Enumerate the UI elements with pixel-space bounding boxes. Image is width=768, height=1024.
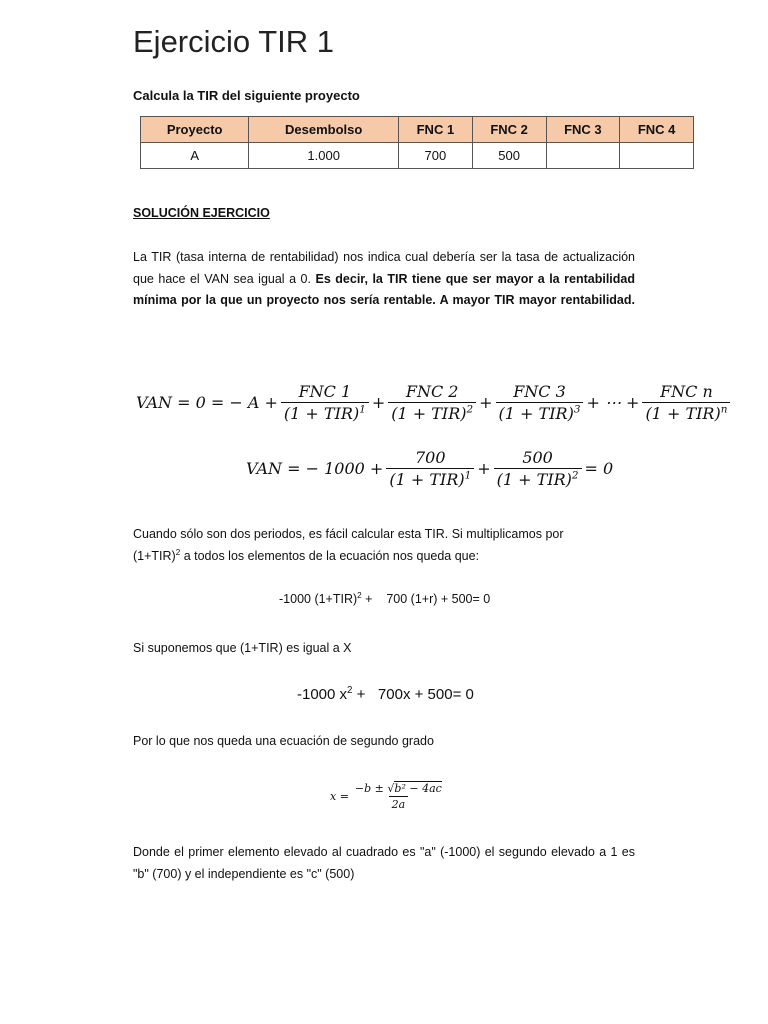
eq1-term-2-exp: 2: [466, 403, 474, 416]
quad-num-a: −b ±: [354, 782, 388, 795]
f2-a: -1000 x: [297, 686, 348, 703]
eq1-term-1: [281, 382, 369, 423]
quad-denominator: 2a: [389, 796, 409, 811]
f1-b: + 700 (1+r) + 500= 0: [361, 592, 491, 606]
solution-heading: SOLUCIÓN EJERCICIO: [133, 206, 270, 220]
eq2-term-2: [494, 448, 582, 489]
exercise-prompt: Calcula la TIR del siguiente proyecto: [133, 88, 360, 103]
paragraph-two-periods: [133, 524, 635, 567]
eq1-term-2-num: FNC 2: [405, 382, 459, 401]
eq1-term-1-exp: 1: [359, 403, 366, 416]
eq1-term-n-den: [642, 402, 730, 423]
eq2-term-1-num: 700: [415, 448, 446, 467]
cell-fnc4: [620, 143, 694, 169]
eq2-term-1-exp: 1: [464, 469, 472, 482]
eq1-term-n: [642, 382, 730, 423]
equation-expanded: [279, 592, 490, 606]
eq2-term-2-exp: 2: [571, 469, 579, 482]
eq1-term-2-den: [388, 402, 476, 423]
header-desembolso: Desembolso: [249, 117, 399, 143]
f1-a: -1000 (1+TIR): [279, 592, 358, 606]
p2-line2-b: a todos los elementos de la ecuación nos queda que:: [180, 548, 480, 563]
eq1-plus-1: +: [371, 393, 386, 412]
quadratic-formula: [330, 782, 448, 811]
header-fnc3: FNC 3: [546, 117, 620, 143]
eq1-plus-2: +: [479, 393, 493, 412]
quad-root: b² − 4ac: [394, 782, 442, 795]
f1-sup: 2: [357, 590, 362, 600]
quad-numerator: [352, 782, 445, 796]
eq2-lhs: VAN: [246, 459, 283, 478]
f2-sup: 2: [347, 685, 353, 696]
eq2-plus: +: [477, 459, 491, 478]
eq1-term-1-base: (1 + TIR): [283, 404, 360, 423]
intro-text: La TIR (tasa interna de rentabilidad) nos indica cual debería ser la tasa de actualización que hace el VAN sea igual a 0.: [133, 250, 635, 286]
eq1-term-3-num: FNC 3: [513, 382, 566, 401]
paragraph-coefficients: Donde el primer elemento elevado al cuadrado es "a" (-1000) el segundo elevado a 1 es "b" (700) y el independiente es "c" (500): [133, 845, 635, 881]
van-general-equation: [136, 382, 733, 423]
eq1-term-n-exp: n: [720, 403, 728, 416]
paragraph-substitution: Si suponemos que (1+TIR) es igual a X: [133, 641, 352, 655]
table-row: [141, 143, 694, 169]
table-header-row: [141, 117, 694, 143]
eq1-term-n-num: FNC n: [660, 382, 713, 401]
p2-line1: Cuando sólo son dos periodos, es fácil calcular esta TIR. Si multiplicamos por: [133, 527, 564, 541]
header-fnc4: FNC 4: [620, 117, 694, 143]
header-fnc2: FNC 2: [472, 117, 546, 143]
header-proyecto: Proyecto: [141, 117, 249, 143]
quad-lhs: x =: [330, 790, 349, 803]
eq1-term-3: [496, 382, 584, 423]
eq2-term-1: [386, 448, 474, 489]
cell-fnc2: 500: [472, 143, 546, 169]
eq1-term-3-base: (1 + TIR): [498, 404, 574, 423]
eq1-lhs: VAN: [136, 393, 173, 412]
eq1-term-2-base: (1 + TIR): [391, 404, 467, 423]
eq1-term-n-base: (1 + TIR): [645, 404, 721, 423]
eq1-start: = 0 = − A +: [177, 393, 278, 412]
eq2-start: = − 1000 +: [287, 459, 384, 478]
intro-paragraph: [133, 247, 635, 312]
eq2-term-2-den: [494, 468, 582, 489]
eq2-term-1-den: [386, 468, 474, 489]
cell-fnc1: 700: [399, 143, 473, 169]
p2-line2-a: (1+TIR): [133, 548, 176, 563]
header-fnc1: FNC 1: [399, 117, 473, 143]
paragraph-second-degree: Por lo que nos queda una ecuación de segundo grado: [133, 734, 434, 748]
eq1-term-2: [388, 382, 476, 423]
equation-quadratic-x: [297, 686, 474, 703]
eq2-end: = 0: [584, 459, 614, 478]
eq1-term-3-exp: 3: [573, 403, 581, 416]
sqrt-icon: √: [387, 782, 395, 795]
eq1-term-1-den: [281, 402, 369, 423]
eq2-term-2-num: 500: [522, 448, 553, 467]
eq1-term-1-num: FNC 1: [298, 382, 352, 401]
eq2-term-1-base: (1 + TIR): [389, 470, 465, 489]
intro-bold-text: Es decir, la TIR tiene que ser mayor a la rentabilidad mínima por la que un proyecto nos sería rentable. A mayor TIR mayor rentabilidad.: [133, 271, 635, 307]
project-table: [140, 116, 694, 169]
cell-desembolso: 1.000: [249, 143, 399, 169]
f2-b: + 700x + 500= 0: [352, 686, 474, 703]
eq2-term-2-base: (1 + TIR): [496, 470, 572, 489]
eq1-ellipsis: + ⋯ +: [586, 393, 640, 412]
cell-proyecto: A: [141, 143, 249, 169]
cell-fnc3: [546, 143, 620, 169]
quad-fraction: [352, 782, 445, 811]
van-specific-equation: [246, 448, 613, 489]
eq1-term-3-den: [496, 402, 584, 423]
p2-line2-sup: 2: [175, 547, 181, 557]
page-title: Ejercicio TIR 1: [133, 24, 334, 59]
